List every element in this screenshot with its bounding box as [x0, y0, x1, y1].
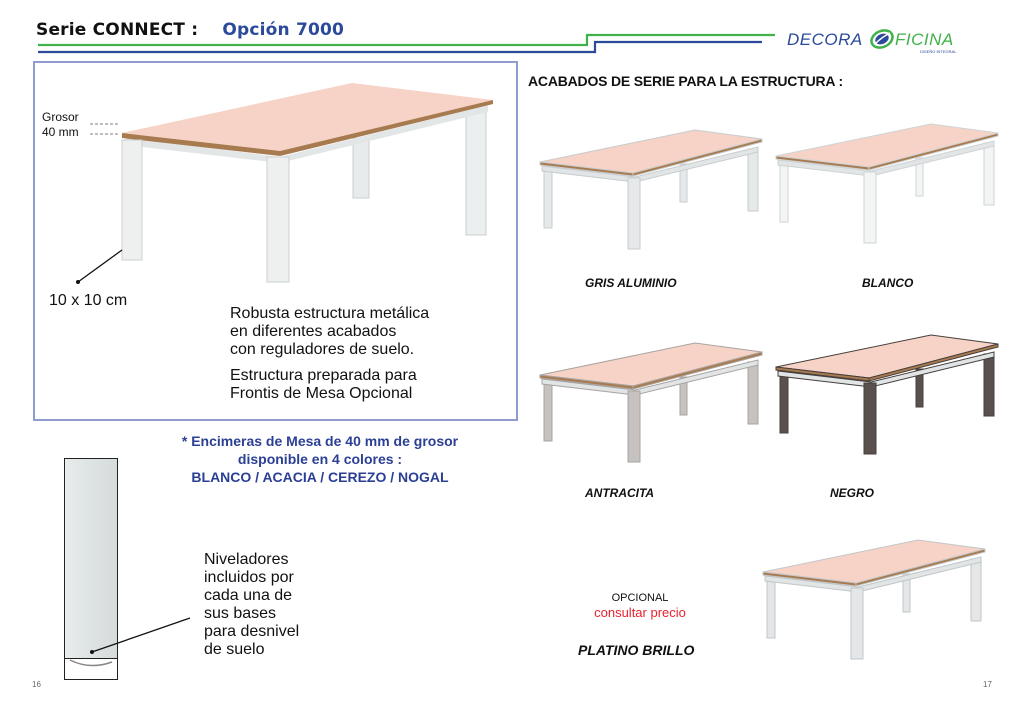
table-platino-brillo [763, 540, 985, 659]
table-blanco [776, 124, 998, 243]
description-paragraph-2: Estructura preparada para Frontis de Mesa Opcional [230, 367, 417, 402]
price-inquiry-note: consultar precio [594, 605, 686, 620]
optional-label: OPCIONAL [611, 592, 669, 604]
table-antracita [540, 343, 762, 462]
finish-label-antracita: ANTRACITA [585, 486, 655, 500]
page-number-left: 16 [32, 680, 41, 689]
logo-text-right: FICINA [895, 30, 954, 49]
levelers-description: Niveladores incluidos por cada una de sus bases para desnivel de suelo [204, 551, 300, 658]
finish-label-gris-aluminio: GRIS ALUMINIO [585, 276, 677, 290]
finish-label-negro: NEGRO [830, 486, 875, 500]
thickness-label-line1: Grosor [42, 110, 79, 124]
page-number-right: 17 [983, 680, 992, 689]
option-label: Opción 7000 [222, 20, 345, 40]
thickness-label-line2: 40 mm [42, 125, 79, 139]
logo-tagline: DISEÑO INTEGRAL [920, 49, 957, 54]
tabletop-colors-note: * Encimeras de Mesa de 40 mm de grosor disponible en 4 colores : BLANCO / ACACIA / CEREZO / NOGAL [181, 433, 459, 485]
table-negro [776, 335, 998, 454]
series-label: Serie CONNECT : [36, 20, 199, 40]
logo-text-left: DECORA [787, 30, 863, 49]
description-paragraph-1: Robusta estructura metálica en diferentes acabados con reguladores de suelo. [230, 305, 430, 358]
leg-dimensions-label: 10 x 10 cm [49, 292, 128, 309]
finish-label-blanco: BLANCO [862, 276, 914, 290]
table-gris-aluminio [540, 130, 762, 249]
finishes-section-title: ACABADOS DE SERIE PARA LA ESTRUCTURA : [528, 73, 843, 89]
finish-label-platino-brillo: PLATINO BRILLO [578, 642, 695, 658]
